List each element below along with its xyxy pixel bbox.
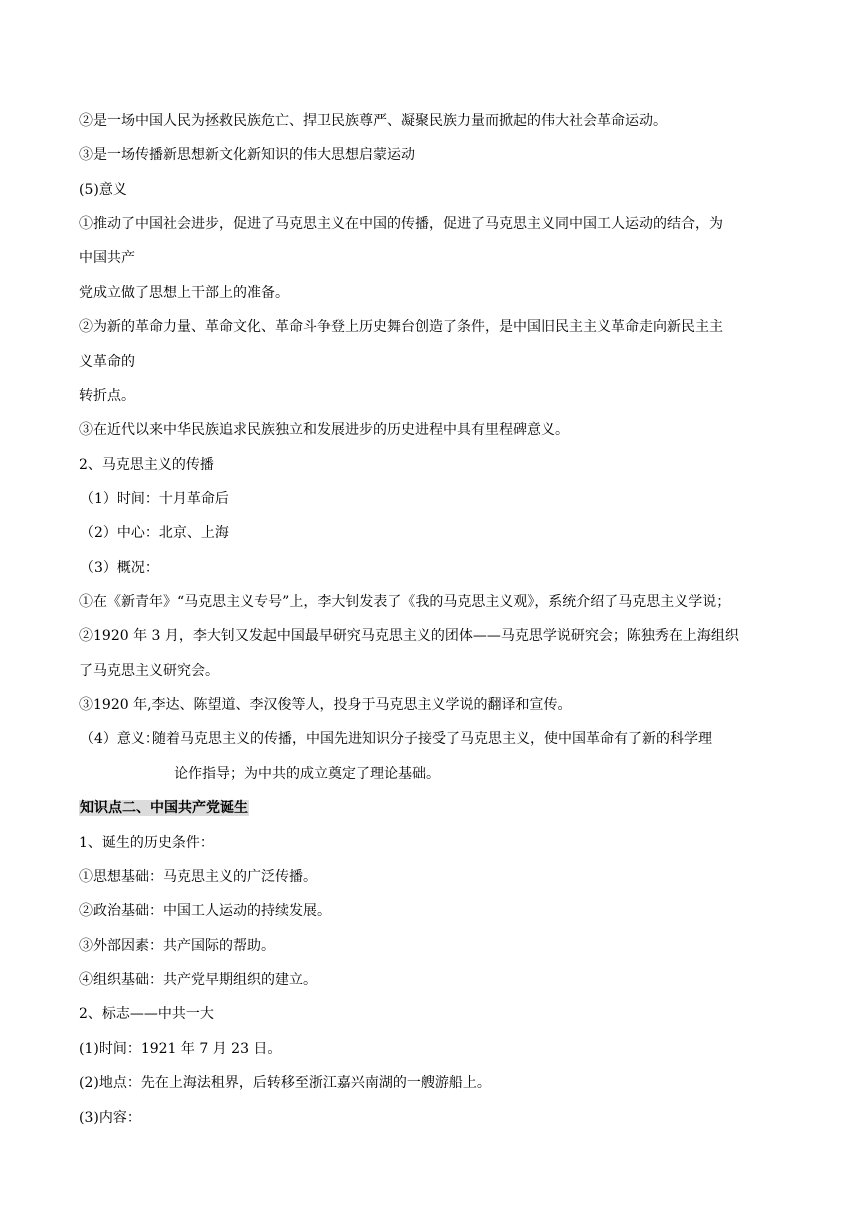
text-line: ③1920 年,李达、陈望道、李汉俊等人，投身于马克思主义学说的翻译和宣传。	[79, 697, 572, 713]
text-line: ③外部因素：共产国际的帮助。	[79, 938, 275, 954]
significance-text-continued: 论作指导；为中共的成立奠定了理论基础。	[174, 766, 440, 782]
text-line: ①在《新青年》“马克思主义专号”上，李大钊发表了《我的马克思主义观》，系统介绍了马克思主义学说；	[79, 594, 731, 610]
text-line: (5)意义	[79, 182, 127, 198]
significance-text: 随着马克思主义的传播，中国先进知识分子接受了马克思主义，使中国革命有了新的科学理	[152, 731, 712, 747]
section-heading-text: 知识点二、中国共产党诞生	[80, 800, 248, 816]
text-line: ④组织基础：共产党早期组织的建立。	[79, 972, 317, 988]
significance-label: （4）意义：	[80, 731, 159, 747]
text-line: ③是一场传播新思想新文化新知识的伟大思想启蒙运动	[79, 147, 415, 163]
text-line: (3)内容：	[79, 1110, 141, 1126]
text-line: 了马克思主义研究会。	[79, 663, 219, 679]
text-line: ②是一场中国人民为拯救民族危亡、捍卫民族尊严、凝聚民族力量而掀起的伟大社会革命运动。	[79, 113, 667, 129]
text-line: 中国共产	[79, 250, 135, 266]
text-line: 1、诞生的历史条件：	[79, 835, 214, 851]
text-line: （1）时间：十月革命后	[80, 491, 229, 507]
text-line: ①思想基础：马克思主义的广泛传播。	[79, 869, 317, 885]
text-line: （2）中心：北京、上海	[80, 525, 229, 541]
text-line: ①推动了中国社会进步，促进了马克思主义在中国的传播，促进了马克思主义同中国工人运动的结合，为	[79, 216, 723, 232]
text-line: （3）概况：	[80, 560, 159, 576]
text-line: ③在近代以来中华民族追求民族独立和发展进步的历史进程中具有里程碑意义。	[79, 422, 569, 438]
text-line: 2、标志——中共一大	[79, 1006, 214, 1022]
section-heading	[79, 798, 249, 818]
text-line: ②1920 年 3 月，李大钊又发起中国最早研究马克思主义的团体——马克思学说研究会；陈独秀在上海组织	[79, 628, 739, 644]
text-line: ②政治基础：中国工人运动的持续发展。	[79, 903, 331, 919]
text-line: (1)时间：1921 年 7 月 23 日。	[79, 1041, 282, 1057]
text-line: 义革命的	[79, 354, 135, 370]
text-line: 2、马克思主义的传播	[79, 457, 214, 473]
text-line: 转折点。	[79, 388, 135, 404]
text-line: ②为新的革命力量、革命文化、革命斗争登上历史舞台创造了条件，是中国旧民主主义革命走向新民主主	[79, 319, 723, 335]
text-line: 党成立做了思想上干部上的准备。	[79, 285, 289, 301]
text-line: (2)地点：先在上海法租界，后转移至浙江嘉兴南湖的一艘游船上。	[79, 1075, 491, 1091]
